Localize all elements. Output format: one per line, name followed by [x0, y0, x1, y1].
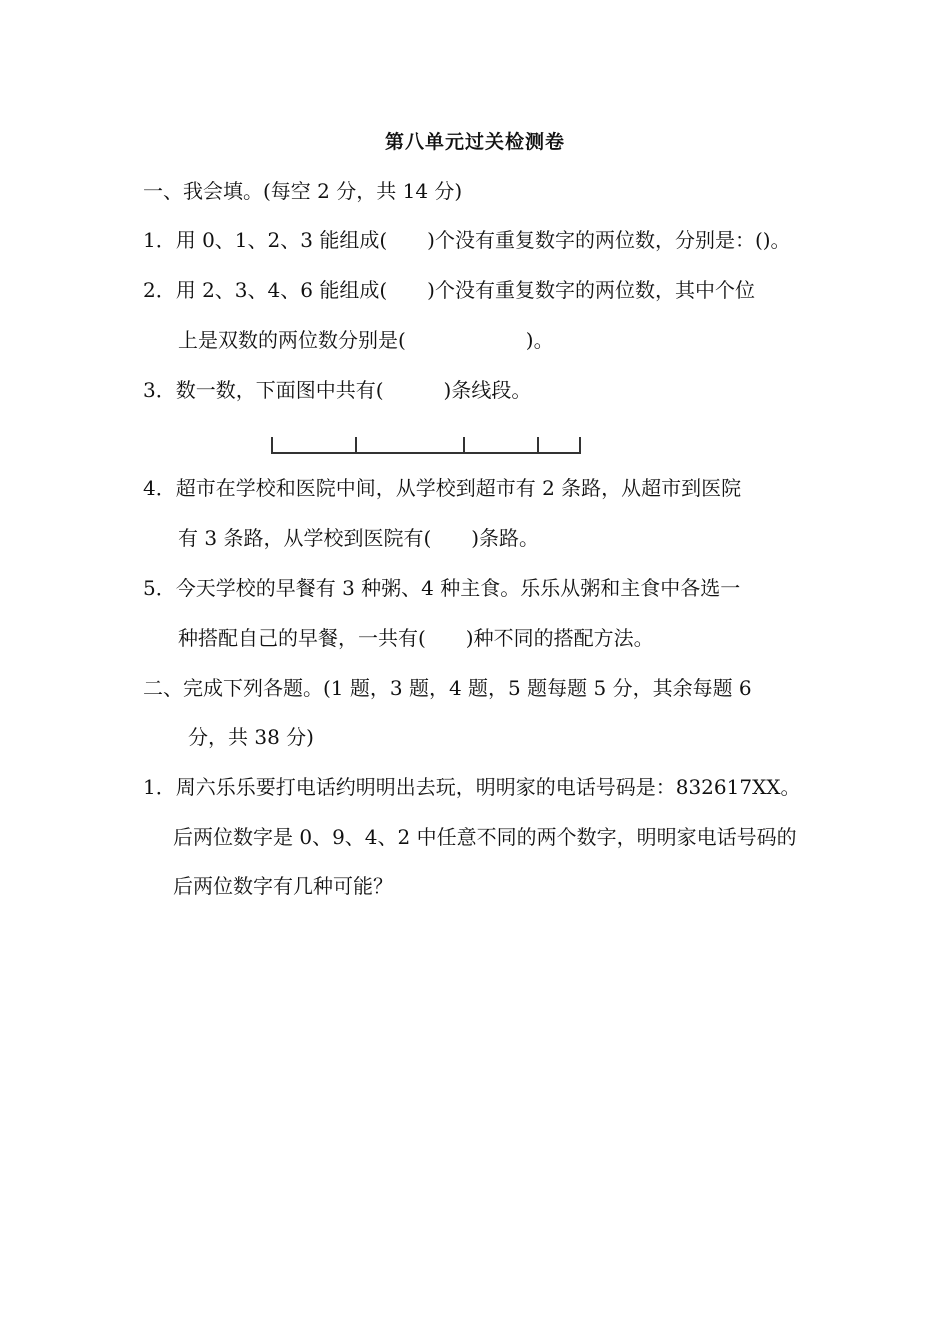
question-2-1-line2: 后两位数字是 0、9、4、2 中任意不同的两个数字，明明家电话号码的: [173, 825, 797, 849]
section2-heading-line1: 二、完成下列各题。(1 题，3 题，4 题，5 题每题 5 分，其余每题 6: [143, 676, 752, 700]
question-1-1: 1．用 0、1、2、3 能组成( )个没有重复数字的两位数，分别是：()。: [143, 228, 791, 252]
question-2-1-line3: 后两位数字有几种可能？: [173, 874, 393, 898]
question-1-4-line2: 有 3 条路，从学校到医院有( )条路。: [178, 526, 540, 550]
question-1-5-line1: 5．今天学校的早餐有 3 种粥、4 种主食。乐乐从粥和主食中各选一: [143, 576, 741, 600]
line-segment-figure: [268, 432, 588, 462]
page-title: 第八单元过关检测卷: [384, 131, 565, 153]
question-1-2-line2: 上是双数的两位数分别是( )。: [178, 328, 554, 352]
question-1-3: 3．数一数，下面图中共有( )条线段。: [143, 378, 532, 402]
question-2-1-line1: 1．周六乐乐要打电话约明明出去玩，明明家的电话号码是：832617XX。: [143, 775, 801, 799]
question-1-2-line1: 2．用 2、3、4、6 能组成( )个没有重复数字的两位数，其中个位: [143, 278, 755, 302]
section1-heading: 一、我会填。(每空 2 分，共 14 分): [143, 179, 463, 203]
question-1-4-line1: 4．超市在学校和医院中间，从学校到超市有 2 条路，从超市到医院: [143, 476, 742, 500]
section2-heading-line2: 分，共 38 分): [188, 725, 314, 749]
question-1-5-line2: 种搭配自己的早餐，一共有( )种不同的搭配方法。: [178, 626, 654, 650]
